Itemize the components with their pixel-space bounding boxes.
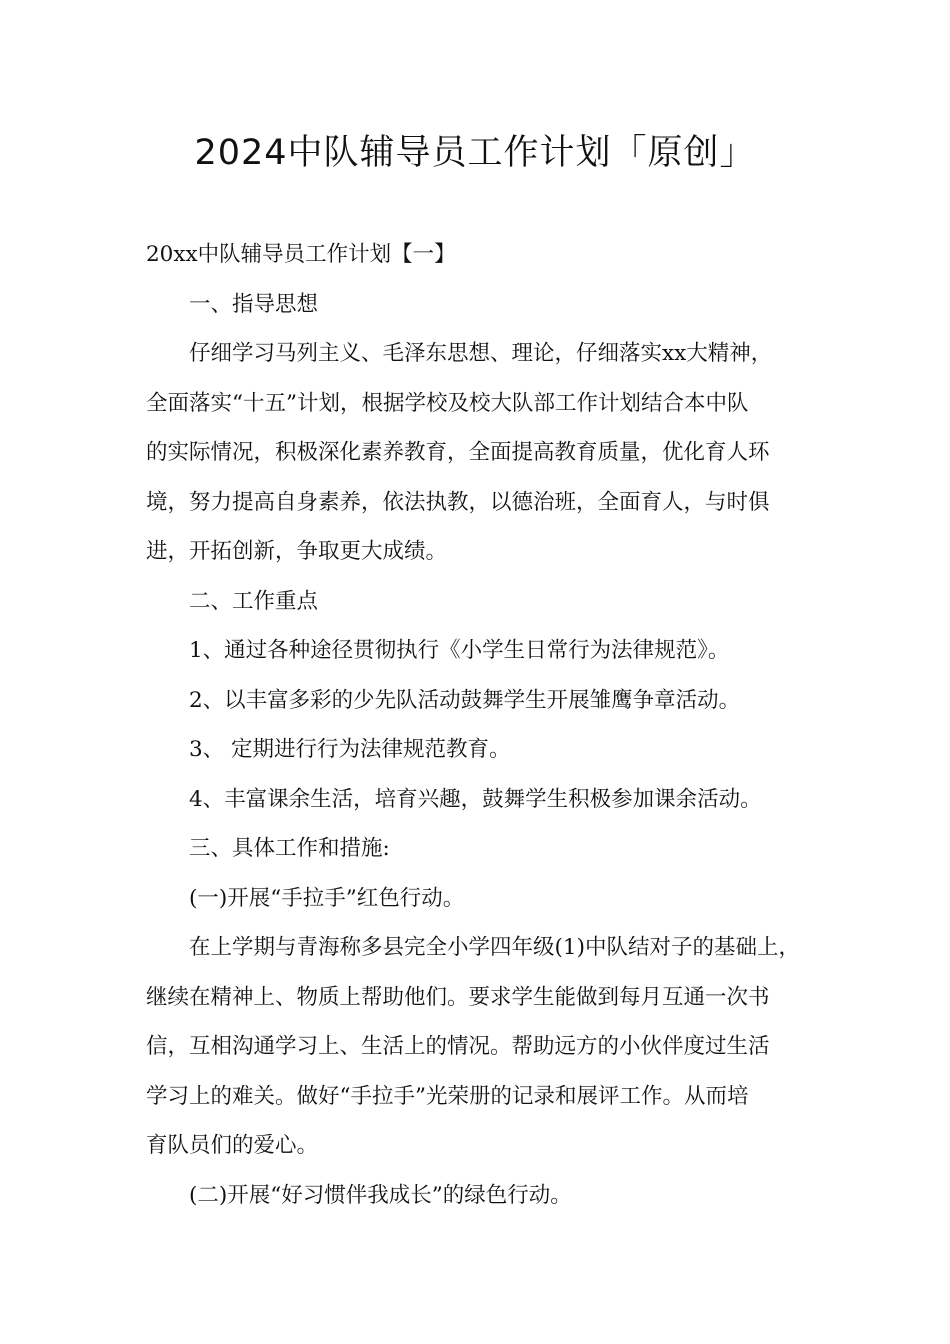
paragraph-line: 继续在精神上、物质上帮助他们。要求学生能做到每月互通一次书: [146, 984, 770, 1010]
paragraph-line: 全面落实“十五”计划，根据学校及校大队部工作计划结合本中队: [146, 390, 749, 416]
subheading: (一)开展“手拉手”红色行动。: [189, 885, 465, 911]
paragraph-line: 的实际情况，积极深化素养教育，全面提高教育质量，优化育人环: [146, 440, 770, 465]
list-item: 4、丰富课余生活，培育兴趣，鼓舞学生积极参加课余活动。: [189, 786, 762, 812]
paragraph-line: 学习上的难关。做好“手拉手”光荣册的记录和展评工作。从而培: [146, 1083, 749, 1109]
paragraph-line: 在上学期与青海称多县完全小学四年级(1)中队结对子的基础上，: [189, 935, 800, 960]
list-item: 2、以丰富多彩的少先队活动鼓舞学生开展雏鹰争章活动。: [189, 687, 741, 713]
subheading: 二、工作重点: [189, 588, 319, 614]
subheading: 一、指导思想: [189, 291, 319, 317]
list-item: 3、 定期进行行为法律规范教育。: [189, 737, 511, 762]
document-body: [146, 230, 836, 1220]
paragraph-line: 进，开拓创新，争取更大成绩。: [146, 539, 448, 564]
paragraph-line: 仔细学习马列主义、毛泽东思想、理论，仔细落实xx大精神，: [189, 341, 773, 366]
paragraph-line: 信，互相沟通学习上、生活上的情况。帮助远方的小伙伴度过生活: [146, 1034, 770, 1059]
subheading: (二)开展“好习惯伴我成长”的绿色行动。: [189, 1182, 572, 1208]
list-item: 1、通过各种途径贯彻执行《小学生日常行为法律规范》。: [189, 638, 730, 663]
section-heading: 20xx中队辅导员工作计划【一】: [146, 242, 456, 267]
document-title: 2024中队辅导员工作计划「原创」: [194, 133, 756, 173]
paragraph-line: 育队员们的爱心。: [146, 1133, 319, 1158]
paragraph-line: 境，努力提高自身素养，依法执教，以德治班，全面育人，与时俱: [146, 489, 770, 515]
subheading: 三、具体工作和措施:: [189, 836, 390, 861]
